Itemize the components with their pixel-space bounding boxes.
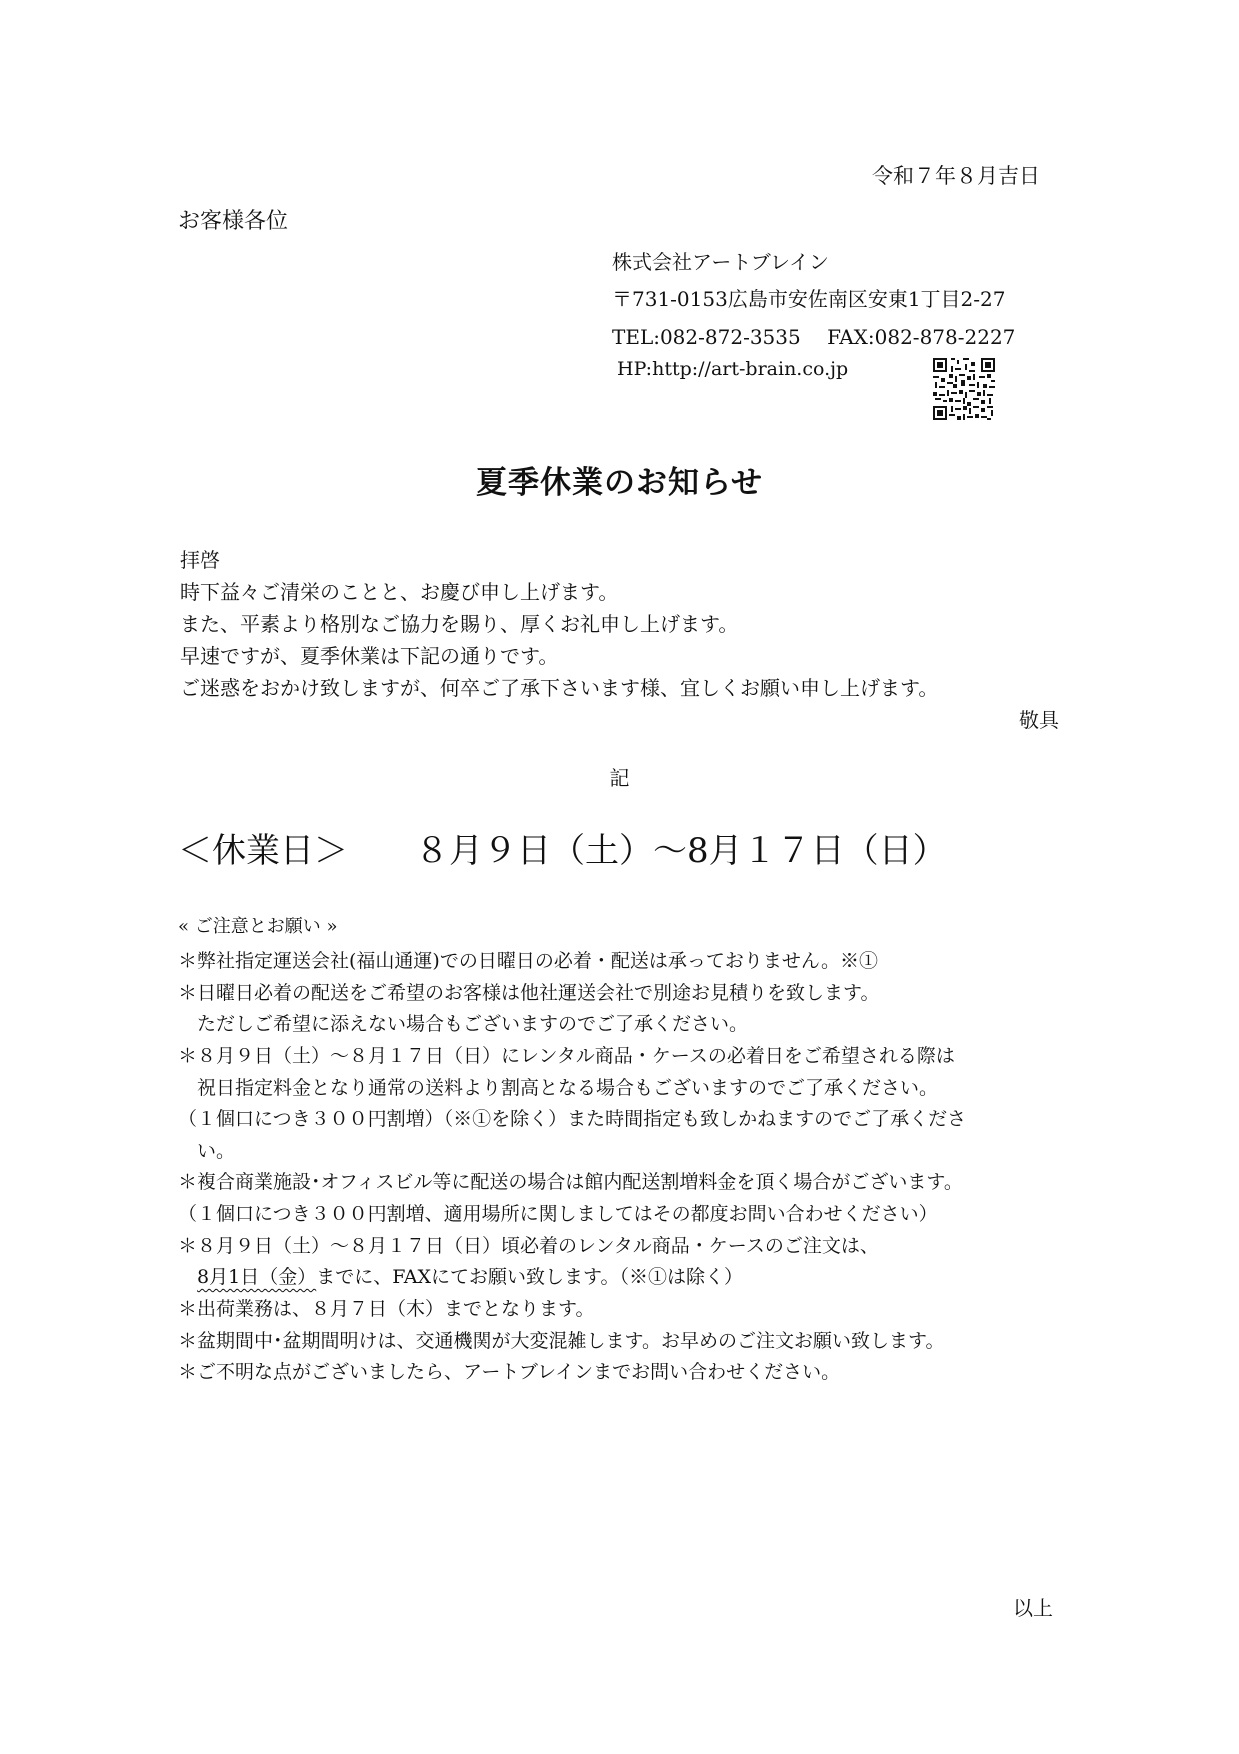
note-line: ＊日曜日必着の配送をご希望のお客様は他社運送会社で別途お見積りを致します。: [178, 982, 880, 1004]
company-phone-fax: TEL:082-872-3535 FAX:082-878-2227: [612, 325, 1016, 349]
letter-body-line: 時下益々ご清栄のことと、お慶び申し上げます。: [180, 580, 619, 604]
note-line: ＊盆期間中･盆期間明けは、交通機関が大変混雑します。お早めのご注文お願い致します。: [178, 1330, 945, 1352]
holiday-label: ＜休業日＞: [178, 831, 348, 871]
note-line: 祝日指定料金となり通常の送料より割高となる場合もございますのでご了承ください。: [178, 1077, 939, 1099]
letter-body-line: 早速ですが、夏季休業は下記の通りです。: [180, 644, 559, 668]
note-line: ＊弊社指定運送会社(福山通運)での日曜日の必着・配送は承っておりません。※①: [178, 950, 878, 972]
note-line: ＊８月９日（土）～８月１７日（日）にレンタル商品・ケースの必着日をご希望される際は: [178, 1045, 955, 1067]
note-line: ＊ご不明な点がございましたら、アートブレインまでお問い合わせください。: [178, 1361, 841, 1383]
note-line: い。: [178, 1140, 236, 1162]
letter-date: 令和７年８月吉日: [872, 164, 1040, 188]
holiday-dates: ８月９日（土）～8月１７日（日）: [415, 831, 947, 871]
end-mark: 以上: [1013, 1596, 1053, 1620]
qr-code-icon: [931, 356, 997, 422]
note-line: （１個口につき３００円割増、適用場所に関しましてはその都度お問い合わせください）: [178, 1203, 938, 1225]
company-address: 〒731-0153広島市安佐南区安東1丁目2-27: [612, 287, 1006, 311]
company-homepage: HP:http://art-brain.co.jp: [617, 358, 849, 380]
letter-body-line: また、平素より格別なご協力を賜り、厚くお礼申し上げます。: [180, 612, 739, 636]
note-line: ただしご希望に添えない場合もございますのでご了承ください。: [178, 1013, 749, 1035]
record-mark: 記: [609, 766, 630, 790]
company-name: 株式会社アートブレイン: [612, 250, 829, 274]
note-line: （１個口につき３００円割増）（※①を除く）また時間指定も致しかねますのでご了承くださ: [178, 1108, 967, 1130]
letter-closing: 敬具: [1019, 708, 1059, 732]
deadline-date: 8月1日（金）: [197, 1266, 317, 1288]
note-deadline-line: [178, 1262, 743, 1289]
note-line: ＊複合商業施設･オフィスビル等に配送の場合は館内配送割増料金を頂く場合がございます。: [178, 1171, 963, 1193]
letter-body-line: ご迷惑をおかけ致しますが、何卒ご了承下さいます様、宜しくお願い申し上げます。: [180, 676, 939, 700]
notes-heading: « ご注意とお願い »: [178, 916, 338, 937]
note-line: ＊出荷業務は、８月７日（木）までとなります。: [178, 1298, 595, 1320]
recipient-salutation: お客様各位: [178, 209, 289, 234]
deadline-text: までに、FAXにてお願い致します。（※①は除く）: [316, 1266, 743, 1288]
letter-opening: 拝啓: [180, 548, 220, 572]
note-line: ＊８月９日（土）～８月１７日（日）頃必着のレンタル商品・ケースのご注文は、: [178, 1235, 879, 1257]
page-title: 夏季休業のお知らせ: [475, 465, 764, 501]
